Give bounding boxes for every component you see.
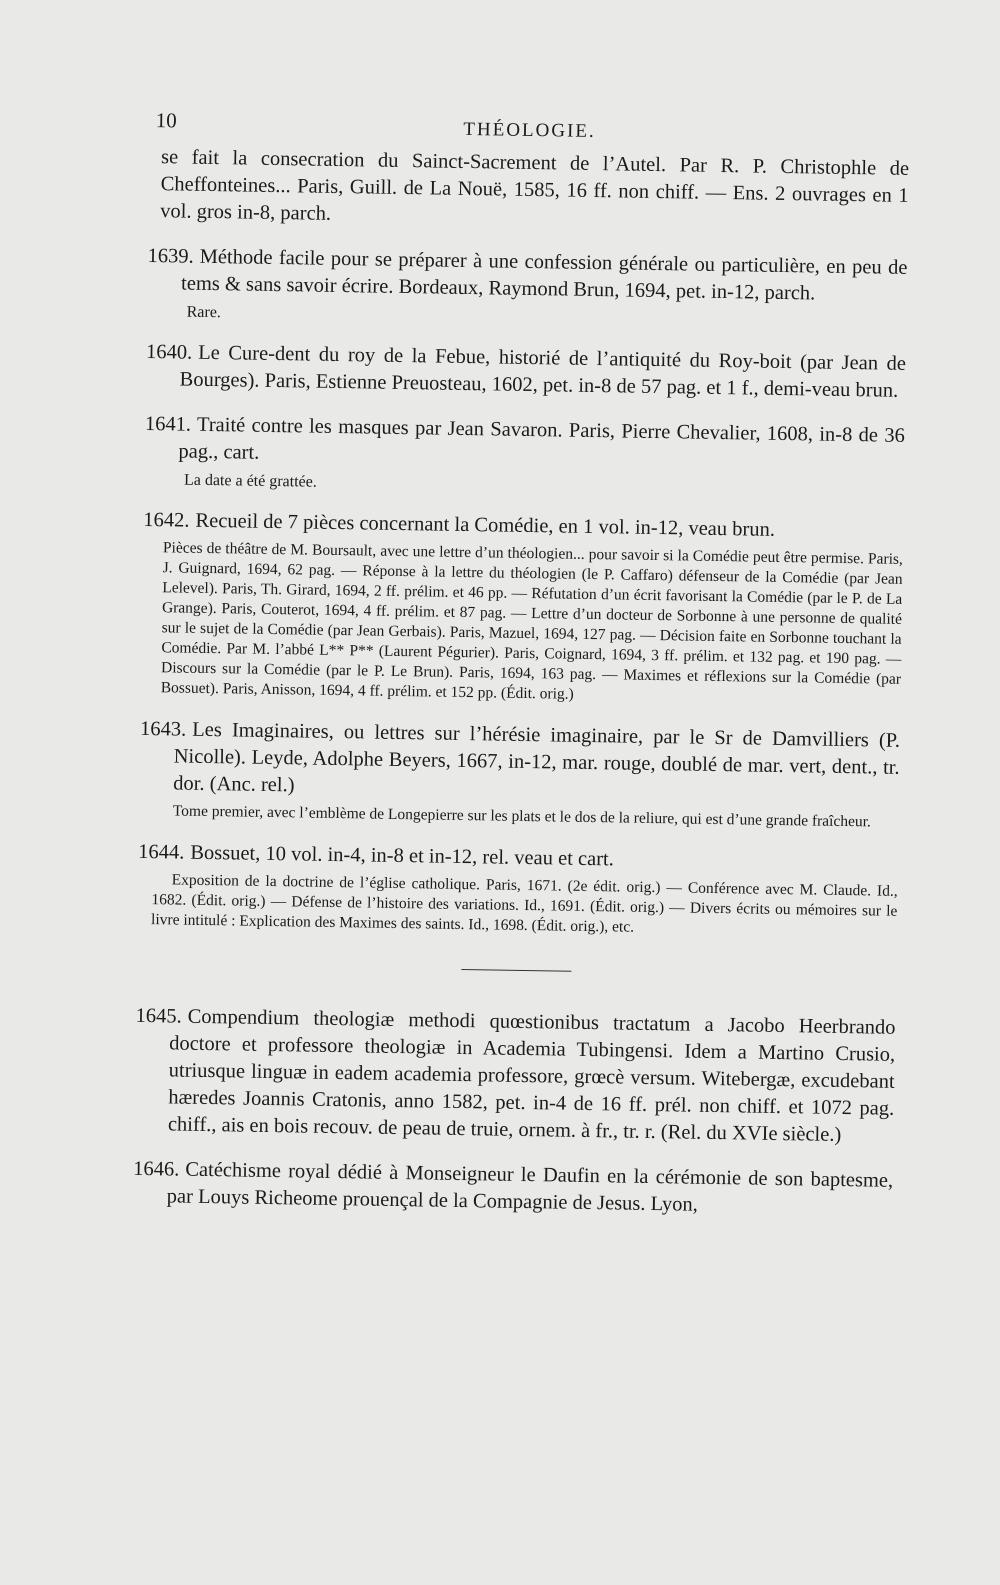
- entry-number: 1641.: [144, 412, 192, 436]
- entry-note: Pièces de théâtre de M. Boursault, avec une lettre d’un théologien... pour savoir si la Comédie peut être permise. Paris, J. Guignard, 1694, 62 pag. — Réponse à la lettre du théologien (le P. Caffaro) défenseur de la Comédie (par Jean Lelevel). Paris, Th. Girard, 1694, 2 ff. prélim. et 46 pp. — Réfutation d’un écrit favorisant la Comédie (par le P. de La Grange). Paris, Couterot, 1694, 4 ff. prélim. et 87 pag. — Lettre d’un docteur de Sorbonne à une personne de qualité sur le sujet de la Comédie (par Jean Gerbais). Paris, Mazuel, 1694, 127 pag. — Décision faite en Sorbonne touchant la Comédie. Par M. l’abbé L** P** (Laurent Pégurier). Paris, Coignard, 1694, 3 ff. prélim. et 132 pag. et 190 pag. — Discours sur la Comédie (par le P. Le Brun). Paris, 1694, 163 pag. — Maximes et réflexions sur la Comédie (par Bossuet). Paris, Anisson, 1694, 4 ff. prélim. et 152 pp. (Édit. orig.): [160, 539, 904, 703]
- entry-text: Bossuet, 10 vol. in-4, in-8 et in-12, rel. veau et cart.: [190, 841, 615, 871]
- entry-continuation: [160, 144, 909, 237]
- entry-number: 1646.: [133, 1157, 180, 1181]
- entry-text: Les Imaginaires, ou lettres sur l’hérésie imaginaire, par le Sr de Damvilliers (P. Nicolle). Leyde, Adolphe Beyers, 1667, in-12, mar. rouge, doublé de mar. vert, dent., tr. dor. (Anc. rel.): [173, 718, 901, 797]
- entry-1645: [134, 1003, 896, 1150]
- entry-text: Recueil de 7 pièces concernant la Comédie, en 1 vol. in-12, veau brun.: [195, 509, 776, 541]
- entry-text: Compendium theologiæ methodi quœstionibus tractatum a Jacobo Heerbrando doctore et professore theologiæ in Academia Tubingensi. Idem a Martino Crusio, utriusque linguæ in eadem academia professore, grœcè versum. Witebergæ, excudebant hæredes Joannis Cratonis, anno 1582, pet. in-4 de 16 ff. prél. non chiff. et 1072 pag. chiff., ais en bois recouv. de peau de truie, ornem. à fr., tr. r. (Rel. du XVIe siècle.): [167, 1005, 896, 1146]
- entry-number: 1645.: [135, 1004, 182, 1028]
- page-header: [149, 100, 910, 152]
- entry-text: Traité contre les masques par Jean Savaron. Paris, Pierre Chevalier, 1608, in-8 de 36 pag., cart.: [178, 413, 905, 464]
- entry-number: 1644.: [138, 840, 185, 864]
- entry-number: 1640.: [145, 340, 193, 364]
- entry-number: 1643.: [139, 717, 187, 741]
- page-number: 10: [155, 108, 177, 133]
- entry-1641: [144, 411, 905, 477]
- entry-1646: [133, 1156, 894, 1222]
- entry-remark: Rare.: [186, 303, 222, 322]
- running-head: THÉOLOGIE.: [463, 118, 596, 143]
- entry-note: Exposition de la doctrine de l’église catholique. Paris, 1671. (2e édit. orig.) — Conférence avec M. Claude. Id., 1682. (Édit. orig.) — Défense de l’histoire des variations. Id., 1691. (Édit. orig.) — Divers écrits ou mémoires sur le livre intitulé : Explication des Maximes des saints. Id., 1698. (Édit. orig.), etc.: [150, 871, 898, 936]
- entry-1643: [139, 716, 900, 809]
- entry-1639: [147, 243, 908, 309]
- section-divider: [461, 969, 571, 972]
- entry-text: se fait la consecration du Sainct-Sacrement de l’Autel. Par R. P. Christophle de Cheffonteines... Paris, Guill. de La Nouë, 1585, 16 ff. non chiff. — Ens. 2 ouvrages en 1 vol. gros in-8, parch.: [160, 146, 910, 225]
- entry-number: 1642.: [143, 508, 190, 532]
- entry-1640: [145, 339, 906, 405]
- entry-text: Le Cure-dent du roy de la Febue, historié de l’antiquité du Roy-boit (par Jean de Bourges). Paris, Estienne Preuosteau, 1602, pet. in-8 de 57 pag. et 1 f., demi-veau brun.: [179, 341, 907, 402]
- entry-number: 1639.: [147, 244, 194, 268]
- entry-text: Catéchisme royal dédié à Monseigneur le Daufin en la cérémonie de son baptesme, par Louys Richeome prouençal de la Compagnie de Jesus. Lyon,: [166, 1158, 894, 1216]
- entry-remark: La date a été grattée.: [183, 471, 317, 491]
- entry-note: Tome premier, avec l’emblème de Longepierre sur les plats et le dos de la reliure, qui est d’une grande fraîcheur.: [172, 802, 871, 831]
- page-body: [133, 100, 910, 1222]
- entry-text: Méthode facile pour se préparer à une confession générale ou particulière, en peu de tems & sans savoir écrire. Bordeaux, Raymond Brun, 1694, pet. in-12, parch.: [180, 245, 908, 305]
